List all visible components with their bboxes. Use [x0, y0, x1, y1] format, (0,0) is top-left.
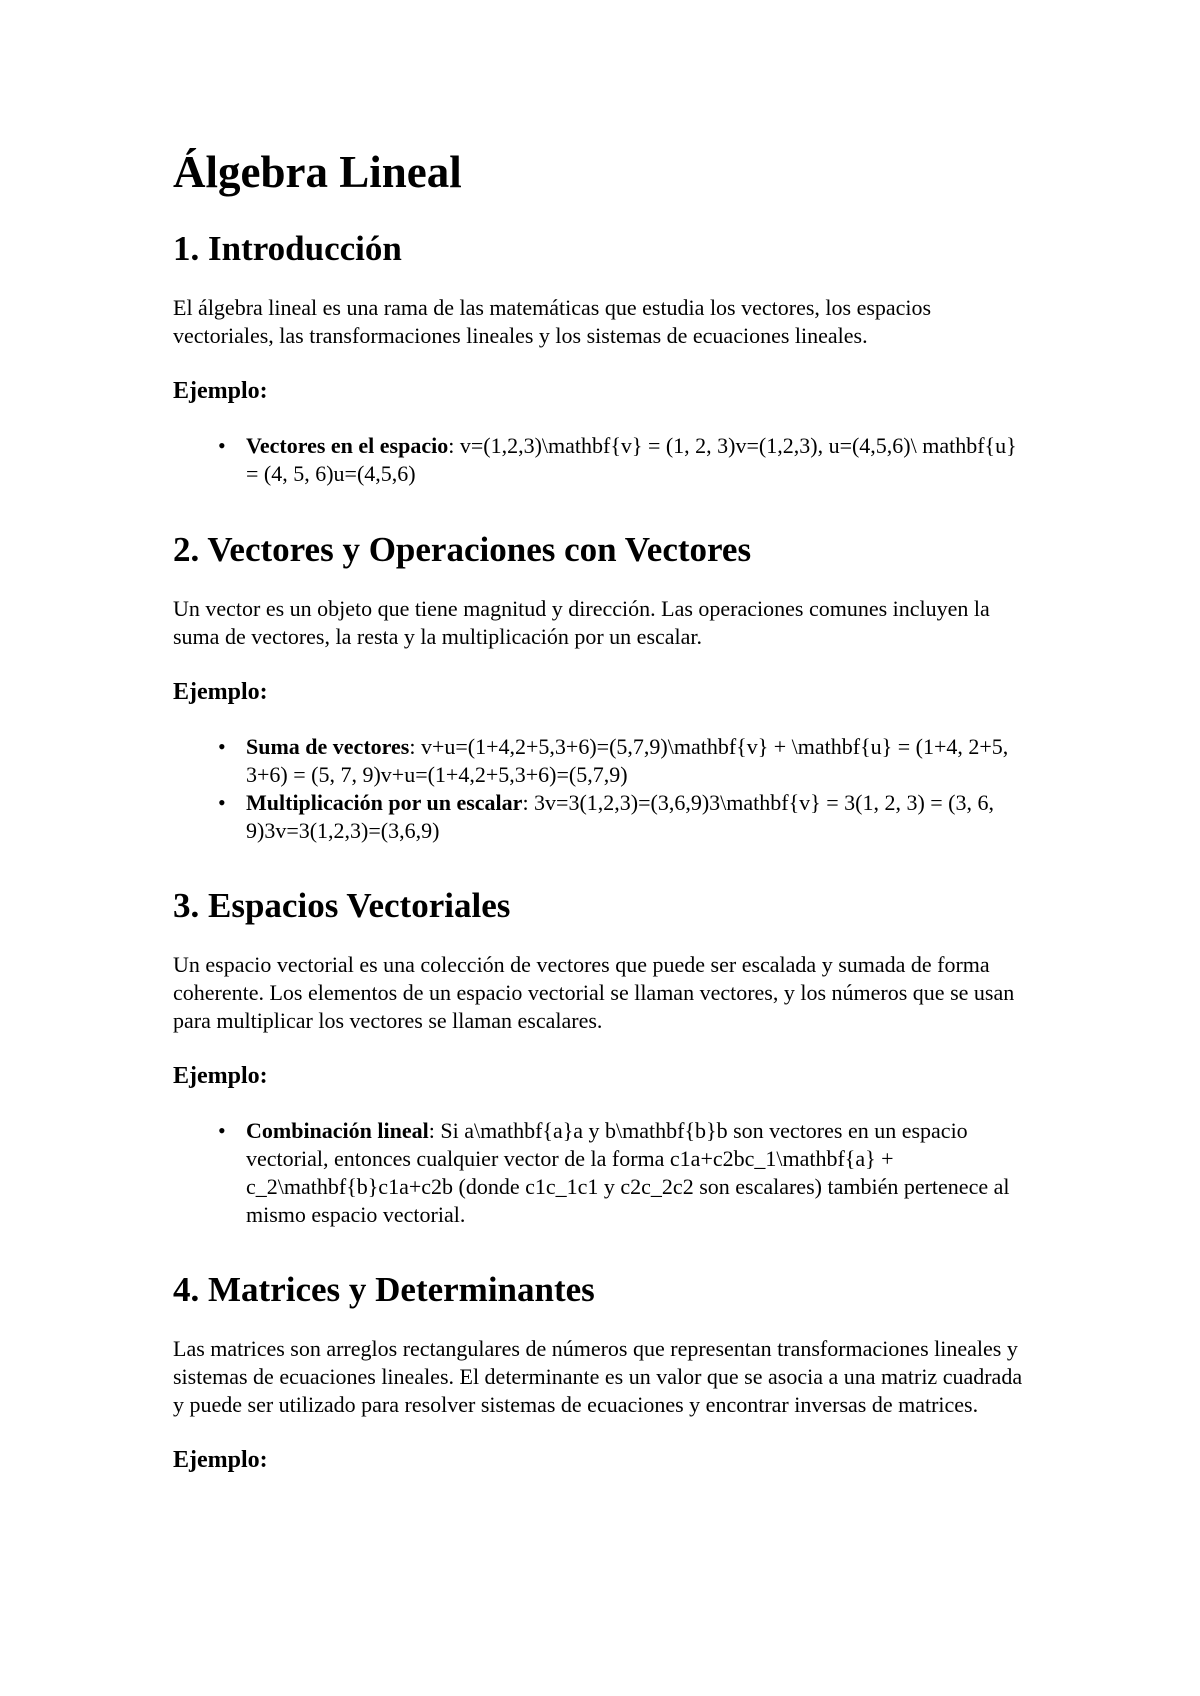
example-list — [173, 1117, 1033, 1229]
item-term: Multiplicación por un escalar — [246, 790, 523, 815]
example-label: Ejemplo: — [173, 1447, 268, 1473]
list-item — [173, 789, 1033, 845]
item-term: Combinación lineal — [246, 1118, 429, 1143]
section-paragraph: Las matrices son arreglos rectangulares de números que representan transformaciones lineales y sistemas de ecuaciones lineales. El determinante es un valor que se asocia a una matriz cuadrada y puede ser utilizado para resolver sistemas de ecuaciones y encontrar inversas de matrices. — [173, 1336, 1023, 1417]
section-heading: 4. Matrices y Determinantes — [173, 1270, 595, 1309]
document-title: Álgebra Lineal — [173, 147, 462, 197]
section-matrices — [173, 1269, 1033, 1475]
example-label: Ejemplo: — [173, 378, 268, 404]
section-heading: 2. Vectores y Operaciones con Vectores — [173, 530, 752, 569]
list-item — [173, 733, 1033, 789]
bullet-icon: • — [218, 734, 226, 759]
bullet-icon: • — [218, 790, 226, 815]
bullet-icon: • — [218, 1118, 226, 1143]
example-label: Ejemplo: — [173, 1063, 268, 1089]
item-text: : v=(1,2,3)\mathbf{v} = (1, 2, 3)v=(1,2,3), u=(4,5,6)\ mathbf{u} = (4, 5, 6)u=(4,5,6) — [246, 433, 1017, 486]
section-paragraph: El álgebra lineal es una rama de las matemáticas que estudia los vectores, los espacios vectoriales, las transformaciones lineales y los sistemas de ecuaciones lineales. — [173, 295, 932, 348]
section-espacios-vectoriales — [173, 885, 1033, 1229]
section-introduccion — [173, 228, 1033, 488]
item-text: : Si a\mathbf{a}a y b\mathbf{b}b son vectores en un espacio vectorial, entonces cualquier vector de la forma c1a+c2bc_1\mathbf{a} + c_2\mathbf{b}c1a+c2b (donde c1c_1c1 y c2c_2c2 son escalares) también pertenece al mismo espacio vectorial. — [246, 1118, 1010, 1227]
item-text: : v+u=(1+4,2+5,3+6)=(5,7,9)\mathbf{v} + \mathbf{u} = (1+4, 2+5, 3+6) = (5, 7, 9)v+u=(1+4,2+5,3+6)=(5,7,9) — [246, 734, 1009, 787]
bullet-icon: • — [218, 433, 226, 458]
section-paragraph: Un vector es un objeto que tiene magnitud y dirección. Las operaciones comunes incluyen la suma de vectores, la resta y la multiplicación por un escalar. — [173, 596, 990, 649]
item-text: : 3v=3(1,2,3)=(3,6,9)3\mathbf{v} = 3(1, 2, 3) = (3, 6, 9)3v=3(1,2,3)=(3,6,9) — [246, 790, 995, 843]
example-label: Ejemplo: — [173, 679, 268, 705]
item-term: Vectores en el espacio — [246, 433, 449, 458]
example-list — [173, 432, 1033, 488]
section-vectores — [173, 529, 1033, 845]
example-list — [173, 733, 1033, 845]
section-heading: 1. Introducción — [173, 229, 402, 268]
section-heading: 3. Espacios Vectoriales — [173, 886, 511, 925]
list-item — [173, 1117, 1033, 1229]
section-paragraph: Un espacio vectorial es una colección de vectores que puede ser escalada y sumada de forma coherente. Los elementos de un espacio vectorial se llaman vectores, y los números que se usan para multiplicar los vectores se llaman escalares. — [173, 952, 1015, 1033]
list-item — [173, 432, 1033, 488]
item-term: Suma de vectores — [246, 734, 410, 759]
